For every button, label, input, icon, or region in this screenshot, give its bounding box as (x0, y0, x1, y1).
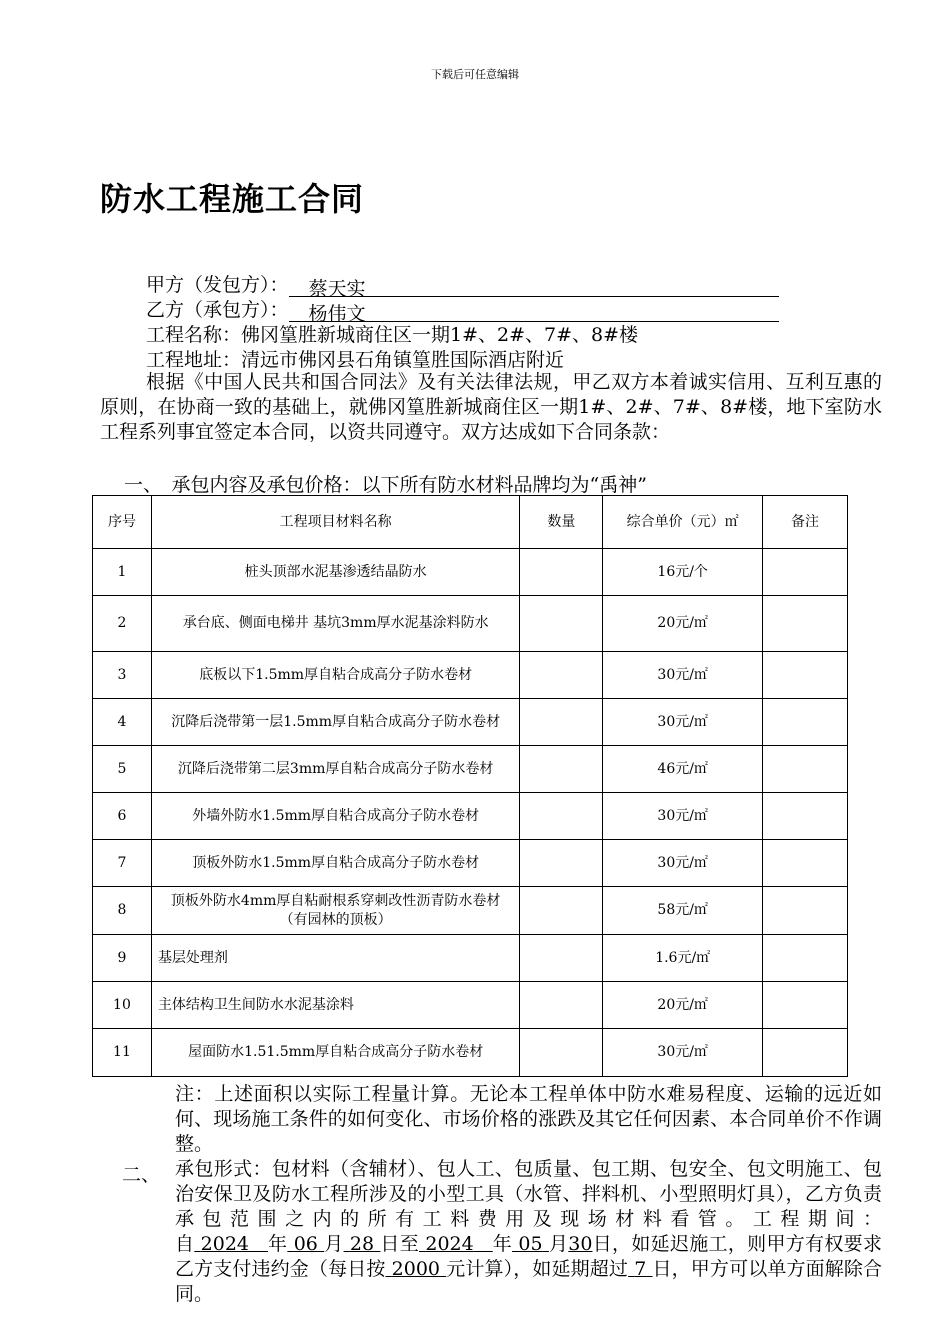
document-title: 防水工程施工合同 (100, 180, 365, 218)
row-no: 8 (93, 887, 152, 935)
start-year-unit: 年 (268, 1233, 288, 1255)
header-item-name: 工程项目材料名称 (151, 496, 519, 549)
row-remark (763, 746, 848, 793)
table-row (93, 840, 848, 887)
end-year: 2024 (425, 1233, 474, 1255)
row-no: 9 (93, 935, 152, 982)
row-remark (763, 699, 848, 746)
party-b-value: 杨伟文 (289, 299, 779, 322)
row-item-name: 顶板外防水4mm厚自粘耐根系穿刺改性沥青防水卷材（有园林的顶板） (151, 887, 519, 935)
party-b-line (146, 295, 779, 325)
row-quantity (520, 746, 603, 793)
row-item-name: 沉降后浇带第一层1.5mm厚自粘合成高分子防水卷材 (151, 699, 519, 746)
table-row (93, 793, 848, 840)
row-unit-price: 16元/个 (603, 549, 763, 596)
table-row (93, 982, 848, 1029)
row-remark (763, 596, 848, 652)
start-day: 28 (349, 1233, 375, 1255)
row-item-name: 桩头顶部水泥基渗透结晶防水 (151, 549, 519, 596)
project-name: 工程名称：佛冈篁胜新城商住区一期1#、2#、7#、8#楼 (146, 324, 639, 346)
project-address: 工程地址：清远市佛冈县石角镇篁胜国际酒店附近 (146, 349, 565, 371)
table-row (93, 652, 848, 699)
row-no: 1 (93, 549, 152, 596)
start-year: 2024 (200, 1233, 250, 1255)
price-note: 注：上述面积以实际工程量计算。无论本工程单体中防水难易程度、运输的远近如何、现场施工条件的如何变化、市场价格的涨跌及其它任何因素、本合同单价不作调整。 (175, 1083, 882, 1155)
preamble-paragraph: 根据《中国人民共和国合同法》及有关法律法规，甲乙双方本着诚实信用、互利互惠的原则，在协商一致的基础上，就佛冈篁胜新城商住区一期1#、2#、7#、8#楼，地下室防水工程系列事宜签定本合同，以资共同遵守。双方达成如下合同条款： (100, 371, 882, 443)
section-2-text-1: 承包形式：包材料（含辅材）、包人工、包质量、包工期、包安全、包文明施工、包治安保卫及防水工程所涉及的小型工具（水管、拌料机、小型照明灯具），乙方负责承包范围之内的所有工料费用及现场材料看管。工程期间：自 (175, 1158, 882, 1255)
row-unit-price: 30元/㎡ (603, 840, 763, 887)
row-no: 11 (93, 1029, 152, 1077)
row-quantity (520, 982, 603, 1029)
row-unit-price: 1.6元/㎡ (603, 935, 763, 982)
row-unit-price: 30元/㎡ (603, 793, 763, 840)
row-unit-price: 30元/㎡ (603, 652, 763, 699)
start-month-unit: 月 (324, 1233, 344, 1255)
row-no: 2 (93, 596, 152, 652)
row-no: 5 (93, 746, 152, 793)
row-unit-price: 20元/㎡ (603, 596, 763, 652)
row-remark (763, 793, 848, 840)
row-remark (763, 549, 848, 596)
party-a-value: 蔡天实 (289, 274, 779, 297)
row-quantity (520, 549, 603, 596)
row-no: 6 (93, 793, 152, 840)
header-unit-price: 综合单价（元）㎡ (603, 496, 763, 549)
table-header-row (93, 496, 848, 549)
row-unit-price: 20元/㎡ (603, 982, 763, 1029)
row-item-name: 基层处理剂 (151, 935, 519, 982)
end-year-unit: 年 (492, 1233, 513, 1255)
party-a-line (146, 270, 779, 300)
row-no: 7 (93, 840, 152, 887)
row-quantity (520, 935, 603, 982)
row-unit-price: 58元/㎡ (603, 887, 763, 935)
row-item-name: 顶板外防水1.5mm厚自粘合成高分子防水卷材 (151, 840, 519, 887)
row-remark (763, 982, 848, 1029)
header-note: 下载后可任意编辑 (431, 68, 519, 81)
row-remark (763, 652, 848, 699)
overdue-days: 7 (634, 1258, 647, 1280)
section-2-number: 二、 (122, 1164, 161, 1186)
penalty-amount: 2000 (391, 1258, 441, 1280)
header-remark: 备注 (763, 496, 848, 549)
row-item-name: 承台底、侧面电梯井 基坑3mm厚水泥基涂料防水 (151, 596, 519, 652)
table-row (93, 549, 848, 596)
end-month-unit: 月 (548, 1233, 569, 1255)
table-row (93, 699, 848, 746)
date-to: 日至 (380, 1233, 420, 1255)
end-day: 30 (568, 1233, 593, 1255)
table-row (93, 935, 848, 982)
row-item-name: 外墙外防水1.5mm厚自粘合成高分子防水卷材 (151, 793, 519, 840)
row-item-name: 底板以下1.5mm厚自粘合成高分子防水卷材 (151, 652, 519, 699)
row-item-name: 主体结构卫生间防水水泥基涂料 (151, 982, 519, 1029)
row-quantity (520, 887, 603, 935)
header-quantity: 数量 (520, 496, 603, 549)
row-remark (763, 1029, 848, 1077)
party-b-label: 乙方（承包方）： (146, 299, 289, 321)
row-quantity (520, 699, 603, 746)
row-quantity (520, 1029, 603, 1077)
start-month: 06 (293, 1233, 318, 1255)
row-remark (763, 935, 848, 982)
row-quantity (520, 840, 603, 887)
row-remark (763, 840, 848, 887)
row-quantity (520, 596, 603, 652)
end-month: 05 (518, 1233, 543, 1255)
section-1-heading: 一、 承包内容及承包价格：以下所有防水材料品牌均为“禹神” (124, 474, 647, 496)
party-a-label: 甲方（发包方）： (146, 274, 289, 296)
pricing-table (92, 495, 848, 1077)
row-no: 10 (93, 982, 152, 1029)
table-row (93, 596, 848, 652)
row-unit-price: 30元/㎡ (603, 699, 763, 746)
header-no: 序号 (93, 496, 152, 549)
row-quantity (520, 652, 603, 699)
row-no: 4 (93, 699, 152, 746)
row-no: 3 (93, 652, 152, 699)
section-2-text-3: 元计算），如延期超过 (446, 1258, 629, 1280)
table-row (93, 1029, 848, 1077)
row-remark (763, 887, 848, 935)
row-unit-price: 30元/㎡ (603, 1029, 763, 1077)
section-2-paragraph (175, 1157, 882, 1307)
row-item-name: 屋面防水1.51.5mm厚自粘合成高分子防水卷材 (151, 1029, 519, 1077)
section-2-text-4: 日，甲方可以单方面解除合同。 (175, 1258, 883, 1305)
row-unit-price: 46元/㎡ (603, 746, 763, 793)
row-quantity (520, 793, 603, 840)
row-item-name: 沉降后浇带第二层3mm厚自粘合成高分子防水卷材 (151, 746, 519, 793)
section-2-text-2: 日，如延迟施工，则甲方有权要求乙方支付违约金（每日按 (175, 1233, 882, 1280)
table-row (93, 746, 848, 793)
table-row (93, 887, 848, 935)
